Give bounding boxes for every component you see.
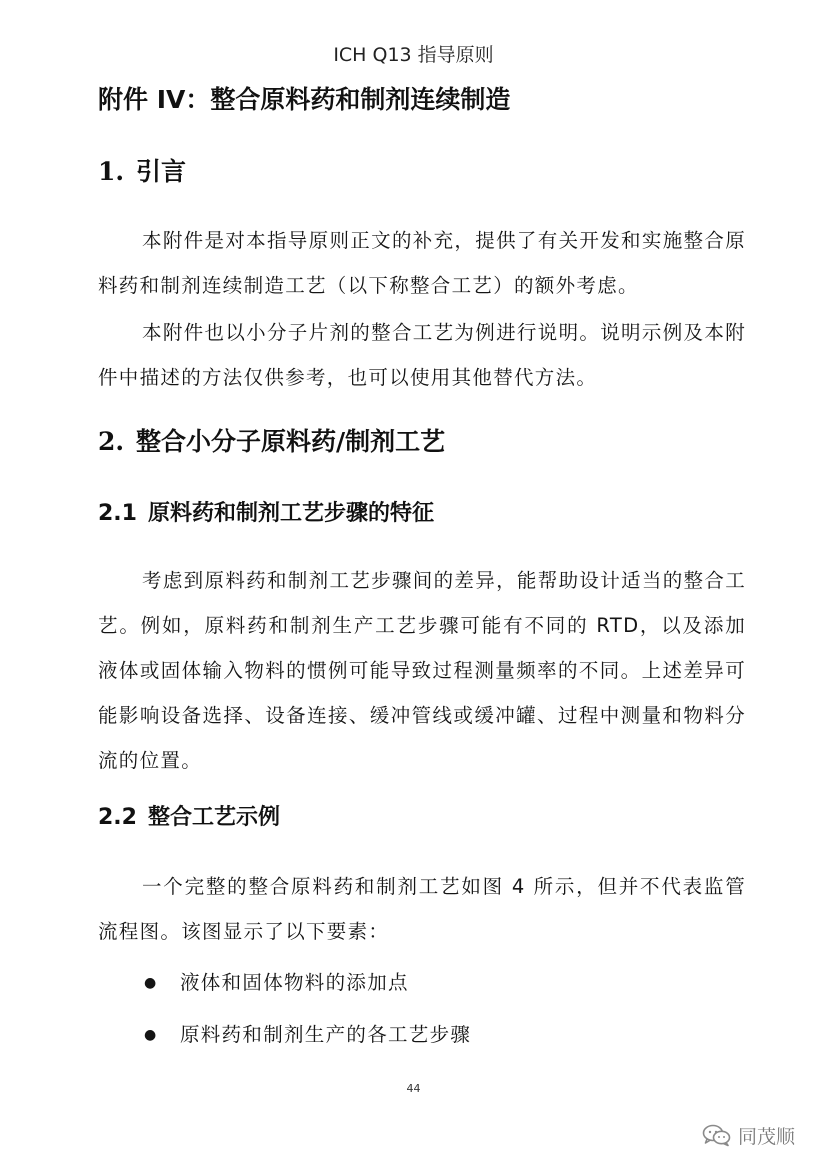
running-header: ICH Q13 指导原则 [333, 44, 494, 66]
list-item [144, 1019, 471, 1047]
wechat-icon [702, 1123, 732, 1147]
section-number: 2. [98, 427, 125, 456]
section-number: 2.1 [98, 501, 137, 526]
section-number: 1. [98, 157, 125, 186]
page-number: 44 [406, 1082, 421, 1095]
bullet-icon: ● [144, 975, 158, 991]
section-title: 原料药和制剂工艺步骤的特征 [148, 501, 435, 526]
list-item-text: 液体和固体物料的添加点 [180, 971, 409, 994]
section-2-1-paragraph: 考虑到原料药和制剂工艺步骤间的差异，能帮助设计适当的整合工艺。例如，原料药和制剂生产工艺步骤可能有不同的 RTD，以及添加液体或固体输入物料的惯例可能导致过程测量频率的不同。上述差异可能影响设备选择、设备连接、缓冲管线或缓冲罐、过程中测量和物料分流的位置。 [98, 569, 746, 772]
section-number: 2.2 [98, 805, 137, 830]
section-2-2-paragraph: 一个完整的整合原料药和制剂工艺如图 4 所示，但并不代表监管流程图。该图显示了以下要素： [98, 875, 746, 943]
annex-title: 附件 IV：整合原料药和制剂连续制造 [98, 85, 511, 114]
bullet-icon: ● [144, 1027, 158, 1043]
section-2-heading [98, 422, 445, 458]
watermark-text: 同茂顺 [738, 1125, 796, 1148]
section-1-paragraph-1: 本附件是对本指导原则正文的补充，提供了有关开发和实施整合原料药和制剂连续制造工艺（以下称整合工艺）的额外考虑。 [98, 229, 746, 297]
section-2-2-heading [98, 800, 280, 831]
section-title: 整合工艺示例 [148, 805, 281, 830]
section-1-paragraph-2: 本附件也以小分子片剂的整合工艺为例进行说明。说明示例及本附件中描述的方法仅供参考，也可以使用其他替代方法。 [98, 321, 746, 389]
watermark [702, 1122, 795, 1148]
list-item [144, 967, 409, 995]
list-item-text: 原料药和制剂生产的各工艺步骤 [180, 1023, 472, 1046]
section-2-1-heading [98, 496, 434, 527]
section-1-heading [98, 152, 186, 188]
section-title: 整合小分子原料药/制剂工艺 [136, 427, 446, 456]
section-title: 引言 [136, 157, 187, 186]
